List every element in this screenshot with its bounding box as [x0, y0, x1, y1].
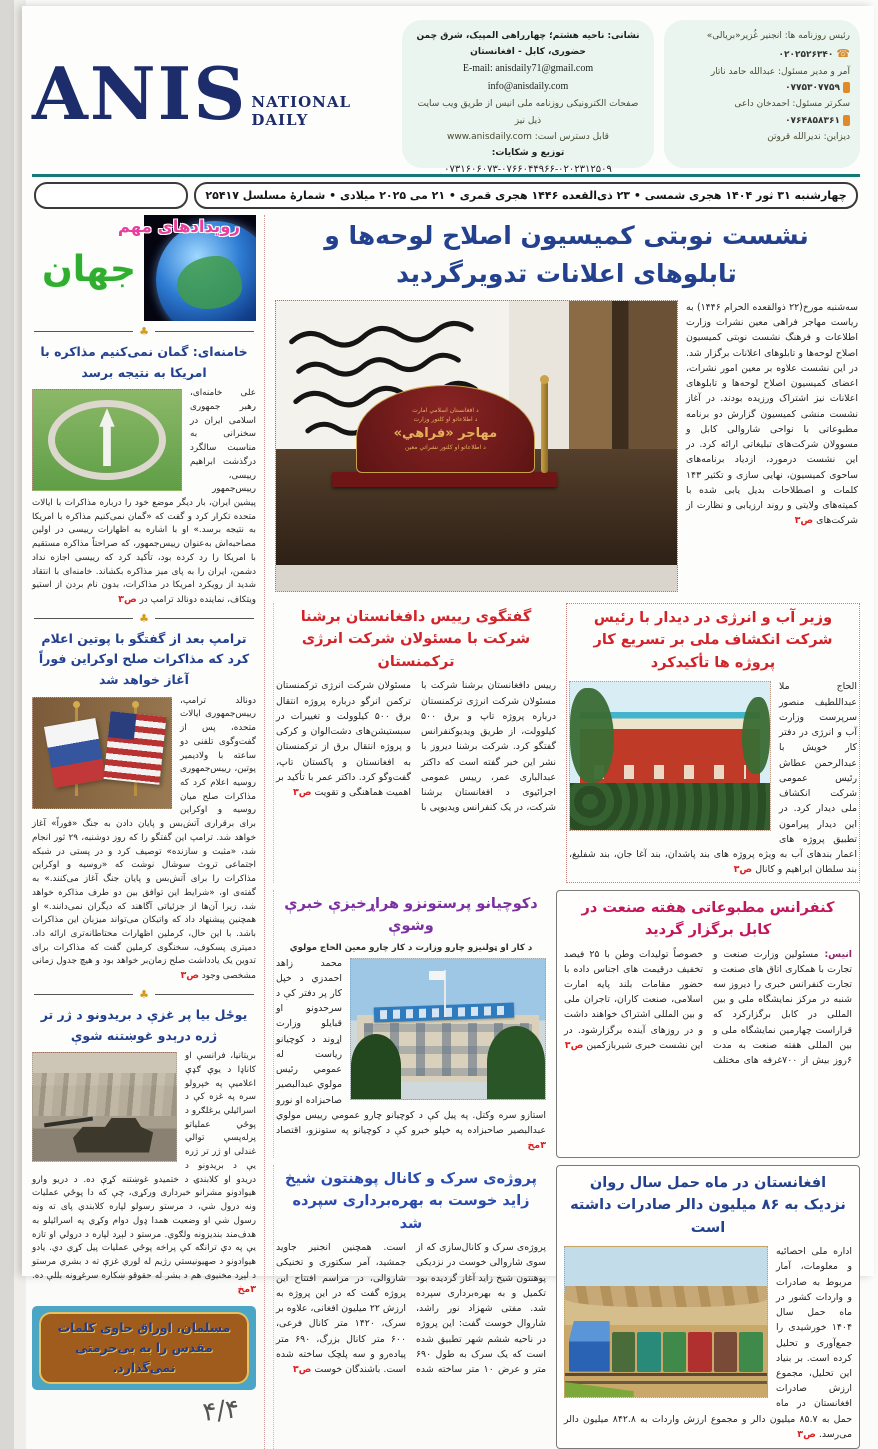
ndc-building-photo	[569, 681, 771, 831]
exports-headline: افغانستان در ماه حمل سال روان نزدیک به ۸۶ میلیون دالر صادرات داشته است	[570, 1174, 846, 1236]
website-note: صفحات الکترونیکی روزنامه ملی انیس از طریق ویب سایت ذیل نیز	[417, 99, 639, 126]
kochyano-article	[273, 890, 548, 1158]
exports-body: اداره ملی احصائیه و معلومات، آمار مربوط به صادرات و واردات کشور در ماه حمل سال ۱۴۰۴ خورشیدی را جمع‌آوری و تحلیل کرده است. بر بنیاد این تحلیل، مجموع ارزش صادرات افغانستان در ماه حمل به ۸۵.۷ میلیون دالر و مجموع ارزش واردات به ۸۴۲.۸ میلیون دالر می‌رسد.	[564, 1246, 852, 1440]
world-sidebar	[32, 215, 256, 1449]
khamenei-article	[32, 342, 256, 608]
nameplate-base	[332, 472, 557, 487]
section-divider	[34, 989, 254, 1000]
nameplate-org1: د افغانستان اسلامي امارت	[412, 407, 479, 414]
page-ref: ص۳	[797, 1428, 816, 1440]
staff-box	[664, 20, 860, 168]
page-number: ۴/۴	[201, 1394, 241, 1429]
page-ref: ص۳	[564, 1039, 584, 1051]
address-box	[402, 20, 654, 176]
kochyano-body: محمد زاهد احمدزي د خپل کار پر دفتر کې د سرحدونو او قبایلو وزارت اړوند د کوچیانو ریاست له عمومي رئیس مولوي عبدالبصیر صاحبزاده او نورو استازو سره وکتل. په پیل کې د کوچیانو چارو عمومي رییس مولوي عبدالبصیر صاحبزاده په خپلو خبرو کې د کوچیانو په ستونزو، اقتصاد	[276, 957, 546, 1137]
lead-headline: نشست نوبتی کمیسیون اصلاح لوحه‌ها و تابلوهای اعلانات تدویرگردید	[324, 221, 809, 288]
dateline: چهارشنبه ۳۱ ثور ۱۴۰۴ هجری شمسی • ۲۳ ذی‌القعده ۱۴۴۶ هجری قمری • ۲۱ می ۲۰۲۵ میلادی • شمارهٔ مسلسل ۲۵۴۱۷	[194, 182, 858, 209]
azadi-square-photo	[32, 389, 182, 491]
khost-headline: پروژه‌ی سرک و کانال پوهنتون شیخ زاید خوست به بهره‌برداری سپرده شد	[285, 1170, 537, 1232]
masthead	[32, 20, 860, 176]
managing-editor-line: آمر و مدیر مسئول: عبدالله حامد ناتار	[710, 66, 850, 77]
nameplate-name: مهاجر «فراهي»	[393, 426, 498, 441]
page-ref: ۳مخ	[527, 1140, 546, 1152]
phone-icon: ☎	[836, 47, 850, 61]
gaza-article	[32, 1005, 256, 1298]
main-area	[264, 215, 860, 1449]
nameplate-pillar	[541, 381, 548, 473]
world-section-header	[32, 215, 256, 321]
distribution-phones: ۰۷۳۱۶۰۶۰۷۳-۰۷۶۶۰۴۴۹۶۶-۰۲۰۲۳۱۲۵۰۹	[444, 164, 612, 176]
date-bar	[34, 182, 858, 209]
tree	[487, 1026, 545, 1099]
fleuron-icon: ♣	[139, 611, 149, 625]
us-flag	[104, 711, 167, 784]
gaza-body: بریتانیا، فرانسې او کاناډا د یوې ګډې اعلامیې په خپرولو سره په غزه کې د اسرائیلي یرغلګرو د پوځي عملیاتو پرله‌پسې توالي غندلی او ژر تر ژره یې د بریدونو د دریدو او کلابندۍ د ختمیدو غوښتنه کړې ده. د دریو وارو هیوادونو مشرانو خبرداری ورکړی، چې که دا پوځي عملیات ونه درول شي، د مرستو رسولو لپاره کلابندي پای ته ونه رسول شي او وضعیت همدا ډول دوام وکړي په اسرائیلو به هدف‌مند بندیزونه ولګوي. مرستو د لېږد لپاره د درولي او تازه یې په دې ترانګه کې پراخه پوځي عملیات پیل کړي دي. یادو هیوادونو د صهیونیستي رژیم له لوري غزې ته د بشري مرستو د لېږد مخنیوی هم د بشر له حقوقو ښکاره سرغړونه بللې ده.	[32, 1051, 256, 1281]
agency-lead: انیس:	[824, 948, 852, 960]
address-line2: حضوری، کابل - افغانستان	[470, 47, 586, 58]
page-ref: ص۳	[733, 864, 753, 876]
khamenei-body: علی خامنه‌ای، رهبر جمهوری اسلامی ایران در سخنرانی به مناسبت سالگرد درگذشت ابراهیم رییسی، رییس‌جمهور پیشین ایران، بار دیگر موضع خود را درباره مذاکرات با ایالات متحده تکرار کرد و گفت که «گمان نمی‌کنیم مذاکره با امریکا به نتیجه برسد.» او با اشاره به اظهارات رییسی در اولین مصاحبه‌اش به‌عنوان رییس‌جمهور، که صراحتاً مذاکره مستقیم با امریکا را رد کرده بود، تأکید کرد که رییسی اجازه نداد دشمن، ایران را به پای میز مذاکره بکشاند. خامنه‌ای با انتقاد شدید از رویکرد امریکا در مذاکرات، بدون نام بردن از استیو ویتکاف، نماینده دونالد ترامپ در	[32, 388, 256, 606]
logo-subtitle: NATIONAL DAILY	[251, 93, 352, 129]
mobile-icon	[843, 115, 850, 126]
respect-quran-banner	[32, 1306, 256, 1390]
world-kicker: رویدادهای مهم	[117, 217, 240, 236]
section-divider	[34, 613, 254, 624]
ministry-building-photo	[350, 958, 546, 1100]
trump-putin-headline: ترامپ بعد از گفتگو با پوتین اعلام کرد که مذاکرات صلح اوکراین فوراً آغاز خواهد شد	[38, 630, 250, 688]
water-energy-body: الحاج ملا عبداللطیف منصور سرپرست وزارت آب و انرژی در دفتر کار خویش با عبدالرحمن عطاش رئیس عمومی شرکت انکشاف ملی دیدار کرد. در این دیدار پیرامون تطبیق پروژه های اعمار بندهای آب به ویژه پروژه های بند پاشدان، بند آغا جان، بند شفلیغ، بند سلطان ابراهیم و کانال	[569, 681, 857, 876]
khamenei-headline: خامنه‌ای: گمان نمی‌کنیم مذاکره با امریکا به نتیجه برسد	[40, 344, 248, 380]
industry-week-headline: کنفرانس مطبوعاتی هفته صنعت در کابل برگزار گردید	[581, 899, 835, 939]
trump-putin-article	[32, 629, 256, 984]
page-ref: ص۳	[794, 515, 814, 527]
freight-train-photo	[564, 1246, 768, 1398]
page-ref: ص۳	[180, 970, 200, 982]
trump-putin-body: دونالد ترامپ، رییس‌جمهوری ایالات متحده، پس از گفت‌وگوی تلفنی دو ساعته با ولادیمیر پوتین، رییس‌جمهوری روسیه اعلام کرد که مذاکرات صلح میان روسیه و اوکراین برای برقراری آتش‌بس و پایان دادن به جنگ «فوراً» آغاز خواهد شد. ترامپ این گفتگو را که روز دوشنبه، ۲۹ ثور انجام شد، «مثبت و سازنده» توصیف کرد و در پستی در شبکه اجتماعی تروث سوشال نوشت که «روسیه و اوکراین مذاکرات را برای آتش‌بس و پایان جنگ آغاز می‌کنند.» به گفته‌ی او، «شرایط این توافق بین دو طرف مذاکره خواهد شد، زیرا آن‌ها از جزئیاتی آگاهند که دیگران نمی‌دانند.» او همچنین پیشنهاد داد که واتیکان می‌تواند میزبان این مذاکرات باشد. با این حال، کرملین اظهارات محتاطانه‌تری ارائه داد. دمیتری پسکوف، سخنگوی کرملین گفت که مذاکرات برای تدوین یک یادداشت صلح زمان‌بر خواهد بود و هیچ جدول زمانی مشخصی وجود	[32, 695, 257, 982]
page-ref: ص۳	[118, 594, 137, 606]
chief-editor-phone: ۰۲۰۲۵۲۶۳۴۰	[778, 50, 834, 61]
globe-graphic	[156, 221, 256, 321]
tree	[351, 1034, 401, 1098]
email-primary: E-mail: anisdaily71@gmail.com	[462, 63, 594, 75]
industry-week-article	[556, 890, 860, 1158]
secretary-line: سکرتر مسئول: احمدخان داعی	[734, 99, 850, 110]
barshna-article	[273, 603, 558, 883]
train	[569, 1321, 763, 1372]
kochyano-headline: دکوچیانو پرستونزو هراړخیزې خبرې وشوې	[284, 895, 538, 935]
page-ref: ص۳	[292, 787, 312, 799]
managing-editor-phone: ۰۷۷۵۳۰۷۷۵۹	[785, 83, 840, 94]
tree	[742, 697, 770, 774]
newspaper-page	[22, 6, 874, 1440]
nameplate-org2: د اطلاعاتو او کلتور وزارت	[413, 416, 478, 423]
russia-us-flags-photo	[32, 697, 172, 809]
address-line1: نشانی: ناحیه هشتم؛ چهارراهی المپیک، شرق چمن	[416, 31, 640, 41]
page-ref: ص۳	[292, 1364, 312, 1375]
section-divider	[34, 326, 254, 337]
email-secondary: info@anisdaily.com	[487, 81, 569, 93]
water-energy-article	[566, 603, 860, 883]
khost-body: پروژه‌ی سرک و کانال‌سازی که از سوی شاروالی خوست در نزدیکی پوهنتون شیخ زاید آغاز گردیده بود تکمیل و به بهره‌برداری سپرده شد. مفتی شهزاد نور راشد، شاروال خوست گفت: این پروژه در ناحیه ششم شهر تطبیق شده است که یک سرک به طول ۶۹۰ متر و عرض ۱۰ متر ساخته شده است. همچنین انجنیر جاوید جمشید، آمر سکتوری و تخنیکی شاروالی، در مراسم افتتاح این پروژه گفت که در این پروژه به ارزش ۲۲ میلیون افغانی، علاوه بر سرک، ۱۴۲۰ متر کانال فرعی، ۶۰۰ متر کانال بزرگ، ۶۹۰ متر پیاده‌رو و سه پلچک ساخته شده است. باشندگان خوست	[276, 1242, 546, 1375]
mobile-icon	[843, 82, 850, 93]
tree	[570, 688, 614, 783]
secretary-phone: ۰۷۶۴۸۵۸۳۶۱	[785, 115, 840, 126]
hedge	[570, 783, 770, 830]
industry-week-body: مسئولین وزارت صنعت و تجارت با همکاری اتاق های صنعت و تجارت کنفرانس خبری را دیروز سه شنبه در مرکز نمایشگاه ملی و بین المللی در کابل برگزارکرد که قراراست چهارمین نمایشگاه ملی و بین المللی هفته صنعت به مدت ۶روز بیش از ۷۰۰غرفه های مختلف خصوصاً تولیدات وطن با ۲۵ فیصد تخفیف درقیمت های اجناس داده با حضور مقامات بلند پایه امارت اسلامی، صنعت کاران، تاجران ملی و بین المللی اشتراک خواهند داشت و در روزهای آینده برگزارشود. در این نشست خبری شیربازکمین	[564, 948, 852, 1067]
gaza-tank-photo	[32, 1052, 177, 1162]
datebar-ornament	[34, 182, 188, 209]
lead-body: سه‌شنبه مورخ(۲۲ ذوالقعده الحرام ۱۴۴۶) به ریاست مهاجر فراهی معین نشرات وزارت اطلاعات و فرهنگ نشست نوبتی کمیسیون اصلاح لوحه‌ها و تابلوهای اعلانات برگزار شد. در این نشست علاوه بر معین امور نشرات، اعضای کمیسیون اصلاح لوحه‌ها و تابلوهای اعلانات نیز اشتراک ورزیده بودند. در آغاز نشست منشی کمیسیون گزارش دو برنامه مطبوعاتی با نواحی شاروالی کابل و مسوولان شرکت‌های تبلیغاتی ارائه کرد. در این نشست درمورد، ازدیاد برنامه‌های ساحوی کمیسیون، نهایی سازی و تکثیر ۱۴۳ کلمات و اصطلاحات بدیل یابی شده با کمیته‌های ولایتی و روند ارزیابی و نظارت از شرکت‌های	[686, 302, 858, 527]
barshna-headline: گفتگوی رییس دافغانستان برشنا شرکت با مسئولان شرکت انرژی ترکمنستان	[300, 609, 532, 670]
nameplate-title: د اطلاعاتو او کلتور نشراتي معین	[405, 444, 486, 451]
white-flag	[429, 971, 445, 980]
distribution-label: توزیع و شکایات:	[491, 147, 565, 158]
content-area	[32, 215, 860, 1449]
kochyano-caption: د کار او ټولنیزو چارو وزارت د کار چارو معین الحاج مولوي	[289, 942, 533, 953]
website-url-line: قابل دسترس است: www.anisdaily.com	[447, 131, 609, 142]
fleuron-icon: ♣	[139, 987, 149, 1001]
exports-article	[556, 1165, 860, 1449]
designer-line: دیزاین: ندیرالله قروتن	[767, 131, 850, 142]
barshna-body: رییس دافغانستان برشنا شرکت با مسئولان شرکت انرژی ترکمنستان درباره پروژه تاپ و برق ۵۰۰ کیلوولت، از طریق ویدیوکنفرانس گفتگو کرد. شرکت برشنا دیروز با نشر این خبر گفته است که داکتر عبدالباری عمر، رییس عمومی اجرائیوی د افغانستان برشنا شرکت، در یک کنفرانس ویدیویی با مسئولان شرکت انرژی ترکمنستان ترکمن انرگو درباره پروژه انتقال برق ۵۰۰ کیلوولت و تغییرات در سبستیشن‌های دشت‌الوان و کرکی و پروژه انتقال برق از ترکمنستان به افغانستان و پاکستان تاپ، گفت‌وگو کرد. داکتر عمر با تأکید بر اهمیت هماهنگی و تقویت	[276, 680, 556, 814]
banner-text: مسلمان، اوراق حاوی کلمات مقدس را به بی‌حرمتی نمی‌گذارد.	[39, 1312, 249, 1384]
gaza-headline: يوځل بيا پر غزې د بريدونو د ژر تر ژره درېدو غوښتنه شوې	[40, 1006, 248, 1043]
desk-ledge	[276, 565, 677, 591]
chief-editor-line: رئیس روزنامه ها: انجنیر غُزیر«بریالی»	[706, 31, 850, 41]
water-energy-headline: وزیر آب و انرژی در دیدار با رئیس شرکت انکشاف ملی بر تسریع کار پروژه ها تأکیدکرد	[593, 610, 833, 671]
world-title: جهان	[42, 249, 136, 290]
logo-text: ANIS	[32, 51, 248, 136]
lead-article	[273, 215, 860, 596]
khost-article	[273, 1165, 548, 1449]
logo	[32, 20, 392, 168]
page-ref: ۳مخ	[237, 1284, 256, 1296]
locomotive	[569, 1321, 610, 1372]
commission-meeting-photo	[275, 300, 678, 592]
fleuron-icon: ♣	[139, 325, 149, 338]
russia-flag	[44, 718, 106, 788]
